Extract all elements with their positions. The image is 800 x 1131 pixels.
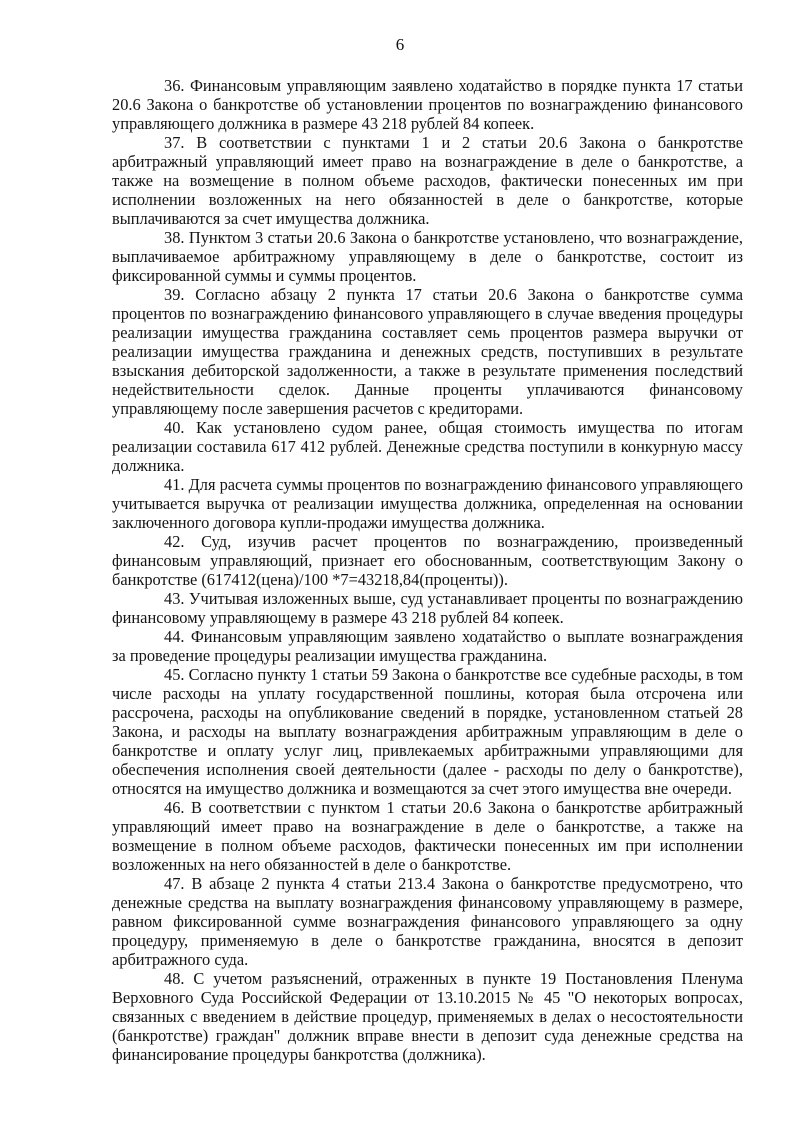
paragraph-39: 39. Согласно абзацу 2 пункта 17 статьи 20.6 Закона о банкротстве сумма процентов по вознаграждению финансового управляющего в случае введения процедуры реализации имущества гражданина составляет семь процентов размера выручки от реализации имущества гражданина и денежных средств, поступивших в результате взыскания дебиторской задолженности, а также в результате применения последствий недействительности сделок. Данные проценты уплачиваются финансовому управляющему после завершения расчетов с кредиторами. xyxy=(112,285,743,418)
paragraph-42: 42. Суд, изучив расчет процентов по вознаграждению, произведенный финансовым управляющий, признает его обоснованным, соответствующим Закону о банкротстве (617412(цена)/100 *7=43218,84(проценты)). xyxy=(112,532,743,589)
paragraph-37: 37. В соответствии с пунктами 1 и 2 статьи 20.6 Закона о банкротстве арбитражный управляющий имеет право на вознаграждение в деле о банкротстве, а также на возмещение в полном объеме расходов, фактически понесенных им при исполнении возложенных на него обязанностей в деле о банкротстве, которые выплачиваются за счет имущества должника. xyxy=(112,133,743,228)
document-body xyxy=(112,76,743,1064)
paragraph-45: 45. Согласно пункту 1 статьи 59 Закона о банкротстве все судебные расходы, в том числе расходы на уплату государственной пошлины, которая была отсрочена или рассрочена, расходы на опубликование сведений в порядке, установленном статьей 28 Закона, и расходы на выплату вознаграждения арбитражным управляющим в деле о банкротстве и оплату услуг лиц, привлекаемых арбитражными управляющими для обеспечения исполнения своей деятельности (далее - расходы по делу о банкротстве), относятся на имущество должника и возмещаются за счет этого имущества вне очереди. xyxy=(112,665,743,798)
paragraph-38: 38. Пунктом 3 статьи 20.6 Закона о банкротстве установлено, что вознаграждение, выплачиваемое арбитражному управляющему в деле о банкротстве, состоит из фиксированной суммы и суммы процентов. xyxy=(112,228,743,285)
paragraph-40: 40. Как установлено судом ранее, общая стоимость имущества по итогам реализации составила 617 412 рублей. Денежные средства поступили в конкурную массу должника. xyxy=(112,418,743,475)
page-number: 6 xyxy=(395,35,405,54)
paragraph-44: 44. Финансовым управляющим заявлено ходатайство о выплате вознаграждения за проведение процедуры реализации имущества гражданина. xyxy=(112,627,743,665)
paragraph-41: 41. Для расчета суммы процентов по вознаграждению финансового управляющего учитывается выручка от реализации имущества должника, определенная на основании заключенного договора купли-продажи имущества должника. xyxy=(112,475,743,532)
paragraph-47: 47. В абзаце 2 пункта 4 статьи 213.4 Закона о банкротстве предусмотрено, что денежные средства на выплату вознаграждения финансовому управляющему в размере, равном фиксированной сумме вознаграждения финансового управляющего за одну процедуру, применяемую в деле о банкротстве гражданина, вносятся в депозит арбитражного суда. xyxy=(112,874,743,969)
paragraph-48: 48. С учетом разъяснений, отраженных в пункте 19 Постановления Пленума Верховного Суда Российской Федерации от 13.10.2015 № 45 "О некоторых вопросах, связанных с введением в действие процедур, применяемых в делах о несостоятельности (банкротстве) граждан" должник вправе внести в депозит суда денежные средства на финансирование процедуры банкротства (должника). xyxy=(112,969,743,1064)
paragraph-46: 46. В соответствии с пунктом 1 статьи 20.6 Закона о банкротстве арбитражный управляющий имеет право на вознаграждение в деле о банкротстве, а также на возмещение в полном объеме расходов, фактически понесенных им при исполнении возложенных на него обязанностей в деле о банкротстве. xyxy=(112,798,743,874)
paragraph-43: 43. Учитывая изложенных выше, суд устанавливает проценты по вознаграждению финансовому управляющему в размере 43 218 рублей 84 копеек. xyxy=(112,589,743,627)
paragraph-36: 36. Финансовым управляющим заявлено ходатайство в порядке пункта 17 статьи 20.6 Закона о банкротстве об установлении процентов по вознаграждению финансового управляющего должника в размере 43 218 рублей 84 копеек. xyxy=(112,76,743,133)
